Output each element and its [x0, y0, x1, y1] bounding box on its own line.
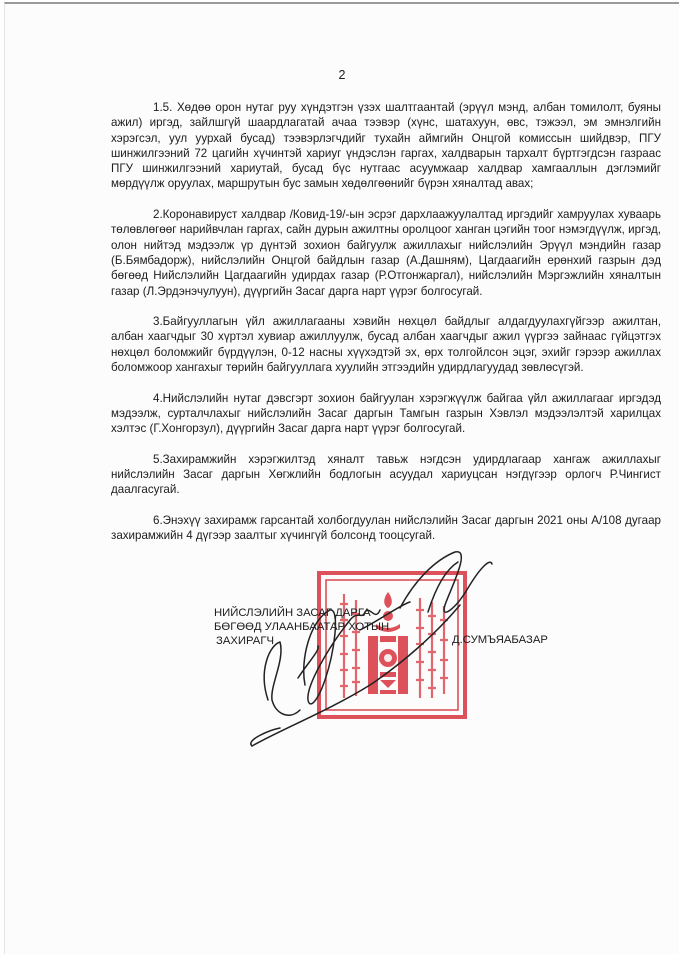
- signatory-title-line-1: НИЙСЛЭЛИЙН ЗАСАГ ДАРГА: [214, 607, 371, 619]
- paragraph-1-5: 1.5. Хөдөө орон нутаг руу хүндэтгэн үзэх шалтгаантай (эрүүл мэнд, албан томилолт, буяны ажил) иргэд, зайлшгүй шаардлагатай ачаа тээвэр (хүнс, шатахуун, өвс, тэжээл, эм эмнэлгийн хэрэгсэл, уул уурхай бусад) тээвэрлэгчдийг тухайн аймгийн Онцгой комиссын шийдвэр, ПГУ шинжилгээний 72 цагийн хүчинтэй хариуг үндэслэн гаргах, халдварын тархалт бүртгэгдсэн газраас ПГУ шинжилгээний хариутай, бусад бүс нутгаас асуумжаар халдвар хамгааллын дэглэмийг мөрдүүлж оруулах, маршрутын бус замын хөдөлгөөнийг бүрэн хяналтад авах;: [111, 101, 661, 191]
- signatory-title-line-3: ЗАХИРАГЧ: [216, 635, 274, 647]
- paragraph-2: 2.Коронавируст халдвар /Ковид-19/-ын эсрэг дархлаажуулалтад иргэдийг хамруулах хуваарь төлөвлөгөөг нарийвчлан гаргах, сайн дурын ажилтны оролцоог ханган цэгийн тоог нэмэгдүүлж, иргэд, олон нийтэд мэдээлж үр дүнтэй зохион байгуулж ажиллахыг нийслэлийн Эрүүл мэндийн газар (Б.Бямбадорж), нийслэлийн Онцгой байдлын газар (А.Дашням), Цагдаагийн ерөнхий газрын дэд бөгөөд Нийслэлийн Цагдаагийн удирдах газар (Р.Отгонжаргал), нийслэлийн Мэргэжлийн хяналтын газар (Л.Эрдэнэчулуун), дүүргийн Засаг дарга нарт үүрэг болгосугай.: [111, 208, 661, 298]
- handwritten-signature: [240, 550, 500, 765]
- page-number: 2: [338, 68, 346, 82]
- paragraph-6: 6.Энэхүү захирамж гарсантай холбогдуулан нийслэлийн Засаг даргын 2021 оны А/108 дугаар захирамжийн 4 дүгээр заалтыг хүчингүй болсонд тооцсугай.: [111, 514, 661, 543]
- signatory-name: Д.СУМЪЯАБАЗАР: [452, 634, 548, 646]
- paragraph-4: 4.Нийслэлийн нутаг дэвсгэрт зохион байгуулан хэрэгжүүлж байгаа үйл ажиллагааг иргэдэд мэдээлж, сурталчлахыг нийслэлийн Засаг даргын Тамгын газрын Хэвлэл мэдээлэлтэй харилцах хэлтэс (Г.Хонгорзул), дүүргийн Засаг дарга нарт үүрэг болгосугай.: [111, 391, 661, 436]
- paragraph-5: 5.Захирамжийн хэрэгжилтэд хяналт тавьж нэгдсэн удирдлагаар хангаж ажиллахыг нийслэлийн Засаг даргын Хөгжлийн бодлогын асуудал хариуцсан нэгдүгээр орлогч Р.Чингист даалгасугай.: [111, 452, 661, 497]
- signatory-title-line-2: БӨГӨӨД УЛААНБААТАР ХОТЫН: [214, 621, 390, 633]
- document-page: [4, 2, 679, 954]
- paragraph-3: 3.Байгууллагын үйл ажиллагааны хэвийн нөхцөл байдлыг алдагдуулахгүйгээр ажилтан, албан хаагчдыг 30 хүртэл хувиар ажиллуулж, бусад албан хаагчдыг ажил үүргээ зайнаас гүйцэтгэх нөхцөл боломжийг бүрдүүлэн, 0-12 насны хүүхэдтэй эх, өрх толгойлсон эцэг, эхийг гэрээр ажиллах боломжоор хангахыг төрийн байгууллага хуулийн этгээдийн удирдлагуудад зөвлөсүгэй.: [111, 315, 661, 375]
- document-body: [111, 100, 661, 544]
